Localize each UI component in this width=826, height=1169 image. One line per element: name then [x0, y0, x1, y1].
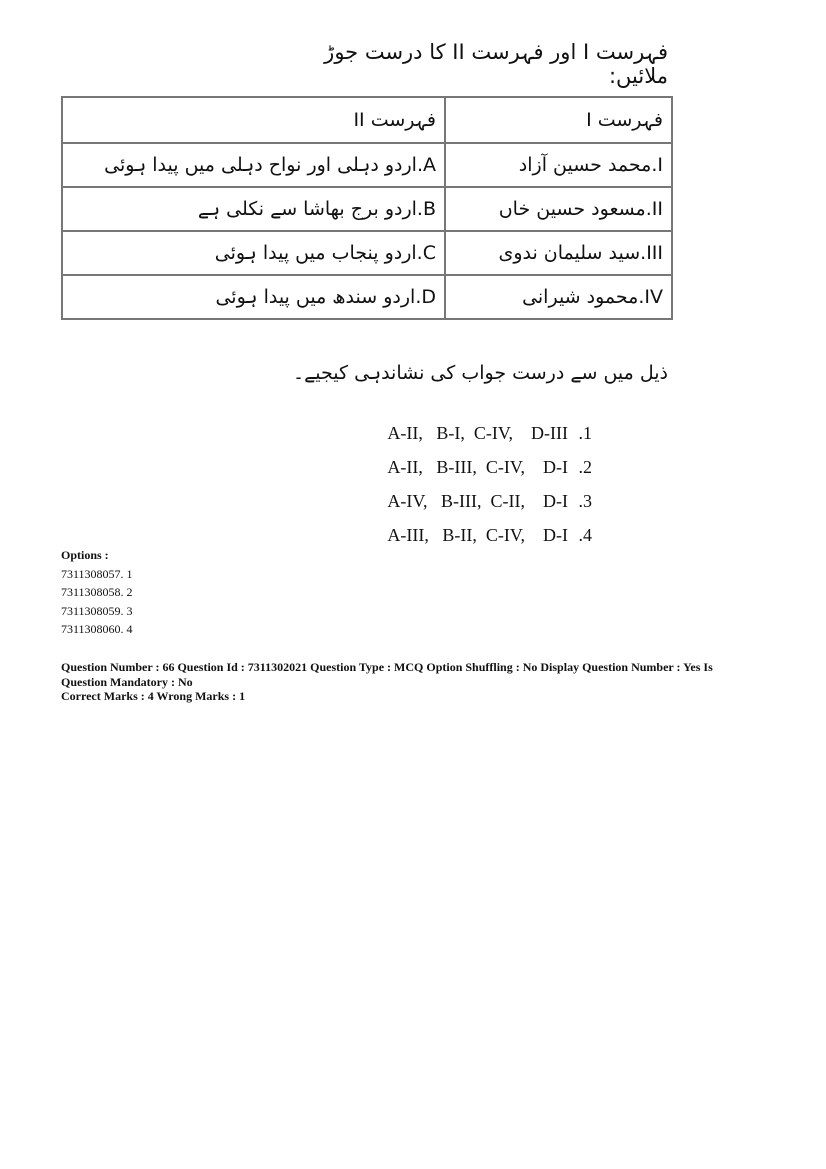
answer-choice-number: .1 — [578, 423, 592, 443]
option-id-1: 7311308057. 1 — [61, 566, 133, 581]
matching-table — [61, 96, 673, 320]
table-row — [62, 143, 672, 187]
instruction-text: ذیل میں سے درست جواب کی نشاندہی کیجیے۔ — [293, 362, 668, 384]
answer-choice-number: .4 — [578, 525, 592, 545]
question-info — [61, 660, 761, 704]
list-2-item-b: B.اردو برج بھاشا سے نکلی ہے — [62, 187, 445, 231]
table-row — [62, 231, 672, 275]
answer-choice-text: A-II, B-III, C-IV, D-I — [387, 457, 568, 477]
list-2-item-a: A.اردو دہلی اور نواح دہلی میں پیدا ہوئی — [62, 143, 445, 187]
list-1-item-iii: III.سید سلیمان ندوی — [445, 231, 672, 275]
question-info-line-2: Correct Marks : 4 Wrong Marks : 1 — [61, 689, 246, 703]
option-id-3: 7311308059. 3 — [61, 603, 133, 618]
answer-choice-number: .2 — [578, 457, 592, 477]
option-id-4: 7311308060. 4 — [61, 622, 133, 636]
answer-choice-text: A-II, B-I, C-IV, D-III — [387, 423, 568, 443]
table-row — [62, 187, 672, 231]
table-row — [62, 275, 672, 319]
table-header-row — [62, 97, 672, 143]
answer-choice-text: A-IV, B-III, C-II, D-I — [387, 491, 568, 511]
list-2-item-c: C.اردو پنجاب میں پیدا ہوئی — [62, 231, 445, 275]
options-block — [61, 546, 133, 639]
list-2-item-d: D.اردو سندھ میں پیدا ہوئی — [62, 275, 445, 319]
options-label: Options : — [61, 548, 109, 562]
answer-choice-1 — [352, 420, 592, 454]
answer-choice-3 — [352, 488, 592, 522]
answer-choice-number: .3 — [578, 491, 592, 511]
answer-choice-4 — [352, 522, 592, 556]
list-2-header: فہرست II — [62, 97, 445, 143]
list-1-item-ii: II.مسعود حسین خاں — [445, 187, 672, 231]
question-info-line-1: Question Number : 66 Question Id : 7311302021 Question Type : MCQ Option Shuffling : No Display Question Number : Yes Is Question Mandatory : No — [61, 660, 713, 689]
list-1-header: فہرست I — [445, 97, 672, 143]
answer-choices — [352, 420, 592, 556]
list-1-item-iv: IV.محمود شیرانی — [445, 275, 672, 319]
list-1-item-i: I.محمد حسین آزاد — [445, 143, 672, 187]
answer-choice-text: A-III, B-II, C-IV, D-I — [387, 525, 568, 545]
option-id-2: 7311308058. 2 — [61, 585, 133, 599]
answer-choice-2 — [352, 454, 592, 488]
question-heading: فہرست I اور فہرست II کا درست جوڑ ملائیں: — [324, 40, 668, 88]
